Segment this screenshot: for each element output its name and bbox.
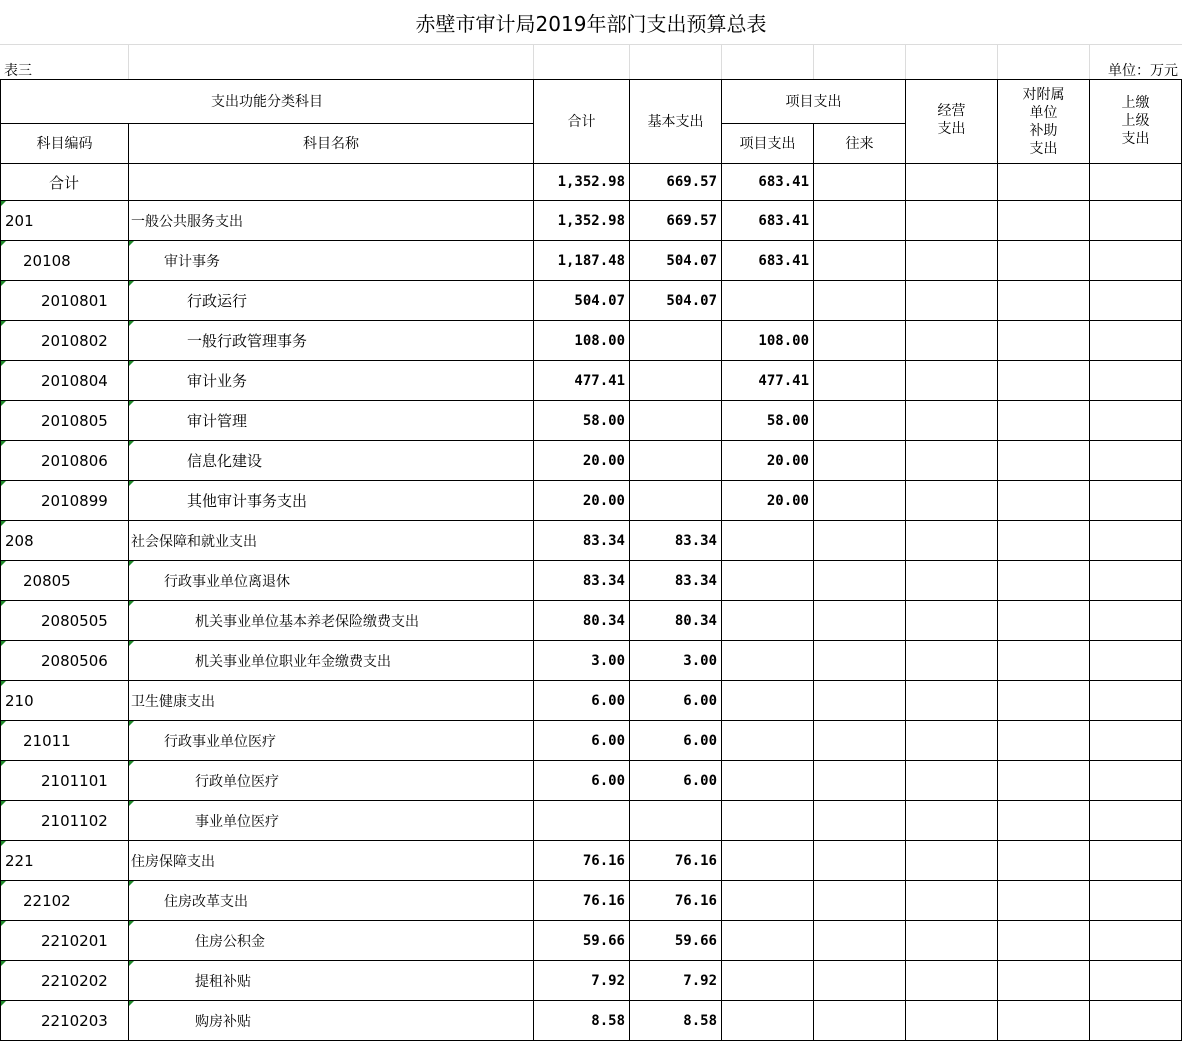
cell-project: 20.00	[722, 441, 814, 481]
cell-total: 1,352.98	[534, 201, 630, 241]
cell-empty	[906, 401, 998, 441]
cell-total: 6.00	[534, 721, 630, 761]
cell-name: 住房公积金	[129, 921, 534, 961]
cell-project: 58.00	[722, 401, 814, 441]
cell-total: 83.34	[534, 561, 630, 601]
cell-empty	[906, 241, 998, 281]
cell-empty	[906, 841, 998, 881]
cell-basic: 76.16	[630, 841, 722, 881]
cell-project: 683.41	[722, 241, 814, 281]
cell-name: 行政事业单位离退休	[129, 561, 534, 601]
cell-total: 76.16	[534, 841, 630, 881]
cell-basic: 6.00	[630, 721, 722, 761]
cell-total: 20.00	[534, 441, 630, 481]
cell-empty	[906, 641, 998, 681]
cell-name: 审计事务	[129, 241, 534, 281]
cell-code: 2080506	[0, 641, 129, 681]
cell-code: 合计	[0, 164, 129, 201]
cell-empty	[1090, 681, 1182, 721]
header-code: 科目编码	[0, 124, 129, 164]
cell-empty	[1090, 761, 1182, 801]
cell-basic: 3.00	[630, 641, 722, 681]
cell-empty	[906, 481, 998, 521]
cell-project	[722, 281, 814, 321]
cell-basic	[630, 441, 722, 481]
cell-empty	[998, 521, 1090, 561]
cell-project: 683.41	[722, 164, 814, 201]
cell-code: 201	[0, 201, 129, 241]
header-project: 项目支出	[722, 124, 814, 164]
cell-empty	[814, 164, 906, 201]
cell-empty	[814, 281, 906, 321]
header-transfer: 往来	[814, 124, 906, 164]
cell-project	[722, 721, 814, 761]
header-func-category: 支出功能分类科目	[0, 79, 534, 124]
cell-empty	[814, 721, 906, 761]
cell-empty	[998, 721, 1090, 761]
header-subsidy: 对附属 单位 补助 支出	[998, 79, 1090, 164]
cell-empty	[1090, 401, 1182, 441]
cell-empty	[906, 164, 998, 201]
cell-code: 21011	[0, 721, 129, 761]
cell-empty	[1090, 164, 1182, 201]
cell-basic: 669.57	[630, 201, 722, 241]
cell-name: 机关事业单位基本养老保险缴费支出	[129, 601, 534, 641]
cell-basic: 59.66	[630, 921, 722, 961]
header-total: 合计	[534, 79, 630, 164]
cell-empty	[998, 201, 1090, 241]
label-row-gridline	[534, 45, 630, 79]
cell-empty	[998, 481, 1090, 521]
cell-total	[534, 801, 630, 841]
cell-empty	[906, 281, 998, 321]
label-row-gridline	[906, 45, 998, 79]
header-operating: 经营 支出	[906, 79, 998, 164]
cell-empty	[998, 921, 1090, 961]
cell-total: 108.00	[534, 321, 630, 361]
cell-empty	[906, 881, 998, 921]
cell-empty	[998, 321, 1090, 361]
cell-empty	[1090, 641, 1182, 681]
cell-empty	[906, 961, 998, 1001]
cell-name: 事业单位医疗	[129, 801, 534, 841]
cell-project: 683.41	[722, 201, 814, 241]
cell-project	[722, 881, 814, 921]
cell-code: 2010804	[0, 361, 129, 401]
table-label: 表三	[4, 63, 32, 78]
cell-code: 2101102	[0, 801, 129, 841]
cell-empty	[814, 561, 906, 601]
cell-empty	[998, 681, 1090, 721]
cell-project: 477.41	[722, 361, 814, 401]
cell-total: 1,352.98	[534, 164, 630, 201]
cell-empty	[998, 281, 1090, 321]
cell-code: 221	[0, 841, 129, 881]
cell-total: 1,187.48	[534, 241, 630, 281]
cell-empty	[814, 201, 906, 241]
cell-empty	[814, 481, 906, 521]
cell-code: 208	[0, 521, 129, 561]
cell-empty	[1090, 561, 1182, 601]
cell-empty	[814, 441, 906, 481]
cell-name: 行政事业单位医疗	[129, 721, 534, 761]
cell-basic	[630, 361, 722, 401]
cell-empty	[906, 761, 998, 801]
cell-project	[722, 521, 814, 561]
cell-name: 一般公共服务支出	[129, 201, 534, 241]
cell-name: 行政运行	[129, 281, 534, 321]
cell-total: 477.41	[534, 361, 630, 401]
label-row-gridline	[129, 45, 534, 79]
cell-name: 信息化建设	[129, 441, 534, 481]
cell-basic: 6.00	[630, 681, 722, 721]
cell-empty	[1090, 841, 1182, 881]
cell-name: 机关事业单位职业年金缴费支出	[129, 641, 534, 681]
cell-empty	[998, 961, 1090, 1001]
header-basic: 基本支出	[630, 79, 722, 164]
cell-empty	[814, 321, 906, 361]
cell-empty	[1090, 1001, 1182, 1041]
cell-name: 卫生健康支出	[129, 681, 534, 721]
cell-project	[722, 841, 814, 881]
cell-empty	[906, 441, 998, 481]
cell-total: 76.16	[534, 881, 630, 921]
cell-empty	[1090, 441, 1182, 481]
cell-empty	[998, 401, 1090, 441]
cell-empty	[906, 681, 998, 721]
cell-code: 2101101	[0, 761, 129, 801]
cell-total: 3.00	[534, 641, 630, 681]
cell-project: 108.00	[722, 321, 814, 361]
cell-code: 22102	[0, 881, 129, 921]
cell-empty	[998, 241, 1090, 281]
cell-basic: 669.57	[630, 164, 722, 201]
cell-total: 6.00	[534, 681, 630, 721]
cell-total: 8.58	[534, 1001, 630, 1041]
cell-name: 审计管理	[129, 401, 534, 441]
cell-code: 2010899	[0, 481, 129, 521]
cell-empty	[906, 201, 998, 241]
cell-code: 210	[0, 681, 129, 721]
cell-empty	[814, 521, 906, 561]
cell-basic	[630, 801, 722, 841]
cell-basic: 80.34	[630, 601, 722, 641]
cell-name	[129, 164, 534, 201]
cell-project	[722, 761, 814, 801]
cell-empty	[998, 441, 1090, 481]
cell-project	[722, 681, 814, 721]
cell-basic: 8.58	[630, 1001, 722, 1041]
cell-name: 购房补贴	[129, 1001, 534, 1041]
cell-empty	[1090, 321, 1182, 361]
cell-empty	[1090, 921, 1182, 961]
cell-empty	[814, 881, 906, 921]
cell-project	[722, 961, 814, 1001]
cell-name: 提租补贴	[129, 961, 534, 1001]
cell-basic: 7.92	[630, 961, 722, 1001]
cell-empty	[998, 881, 1090, 921]
cell-empty	[1090, 481, 1182, 521]
cell-basic: 6.00	[630, 761, 722, 801]
cell-empty	[998, 801, 1090, 841]
cell-empty	[814, 921, 906, 961]
cell-empty	[906, 361, 998, 401]
cell-name: 住房保障支出	[129, 841, 534, 881]
cell-code: 2010805	[0, 401, 129, 441]
header-project-group: 项目支出	[722, 79, 906, 124]
cell-empty	[998, 601, 1090, 641]
cell-empty	[906, 721, 998, 761]
cell-empty	[906, 561, 998, 601]
cell-total: 58.00	[534, 401, 630, 441]
cell-basic: 76.16	[630, 881, 722, 921]
cell-total: 59.66	[534, 921, 630, 961]
cell-empty	[1090, 881, 1182, 921]
cell-empty	[998, 1001, 1090, 1041]
cell-project	[722, 1001, 814, 1041]
cell-code: 2080505	[0, 601, 129, 641]
header-name: 科目名称	[129, 124, 534, 164]
cell-code: 2010801	[0, 281, 129, 321]
cell-code: 2210201	[0, 921, 129, 961]
page-title: 赤壁市审计局2019年部门支出预算总表	[0, 0, 1182, 45]
cell-basic	[630, 401, 722, 441]
cell-empty	[906, 1001, 998, 1041]
cell-code: 20805	[0, 561, 129, 601]
cell-basic	[630, 481, 722, 521]
cell-code: 2210203	[0, 1001, 129, 1041]
cell-basic: 83.34	[630, 521, 722, 561]
cell-project	[722, 601, 814, 641]
cell-empty	[814, 241, 906, 281]
cell-basic: 504.07	[630, 281, 722, 321]
cell-total: 504.07	[534, 281, 630, 321]
cell-empty	[814, 401, 906, 441]
cell-empty	[814, 801, 906, 841]
cell-total: 6.00	[534, 761, 630, 801]
cell-empty	[998, 361, 1090, 401]
cell-empty	[814, 361, 906, 401]
label-row-gridline	[630, 45, 722, 79]
cell-empty	[1090, 601, 1182, 641]
cell-name: 住房改革支出	[129, 881, 534, 921]
cell-project	[722, 641, 814, 681]
cell-empty	[1090, 361, 1182, 401]
cell-empty	[814, 641, 906, 681]
cell-empty	[1090, 201, 1182, 241]
cell-basic: 504.07	[630, 241, 722, 281]
cell-code: 20108	[0, 241, 129, 281]
cell-empty	[1090, 961, 1182, 1001]
cell-empty	[906, 921, 998, 961]
cell-code: 2210202	[0, 961, 129, 1001]
cell-total: 80.34	[534, 601, 630, 641]
unit-label: 单位：万元	[1108, 63, 1178, 78]
cell-code: 2010802	[0, 321, 129, 361]
cell-name: 一般行政管理事务	[129, 321, 534, 361]
cell-empty	[1090, 281, 1182, 321]
cell-empty	[998, 841, 1090, 881]
cell-empty	[906, 601, 998, 641]
cell-project	[722, 561, 814, 601]
cell-name: 其他审计事务支出	[129, 481, 534, 521]
cell-empty	[998, 641, 1090, 681]
header-upper: 上缴 上级 支出	[1090, 79, 1182, 164]
cell-empty	[1090, 521, 1182, 561]
cell-empty	[1090, 721, 1182, 761]
cell-total: 7.92	[534, 961, 630, 1001]
cell-code: 2010806	[0, 441, 129, 481]
cell-project: 20.00	[722, 481, 814, 521]
cell-basic	[630, 321, 722, 361]
cell-project	[722, 801, 814, 841]
cell-empty	[998, 164, 1090, 201]
cell-total: 20.00	[534, 481, 630, 521]
cell-empty	[906, 321, 998, 361]
cell-empty	[814, 1001, 906, 1041]
cell-empty	[906, 521, 998, 561]
cell-total: 83.34	[534, 521, 630, 561]
cell-name: 行政单位医疗	[129, 761, 534, 801]
cell-empty	[814, 841, 906, 881]
cell-empty	[814, 601, 906, 641]
cell-empty	[814, 681, 906, 721]
cell-empty	[814, 961, 906, 1001]
cell-empty	[906, 801, 998, 841]
cell-project	[722, 921, 814, 961]
cell-empty	[998, 761, 1090, 801]
label-row-gridline	[814, 45, 906, 79]
cell-empty	[998, 561, 1090, 601]
cell-empty	[1090, 801, 1182, 841]
cell-name: 社会保障和就业支出	[129, 521, 534, 561]
cell-empty	[814, 761, 906, 801]
cell-empty	[1090, 241, 1182, 281]
label-row-gridline	[722, 45, 814, 79]
cell-basic: 83.34	[630, 561, 722, 601]
cell-name: 审计业务	[129, 361, 534, 401]
